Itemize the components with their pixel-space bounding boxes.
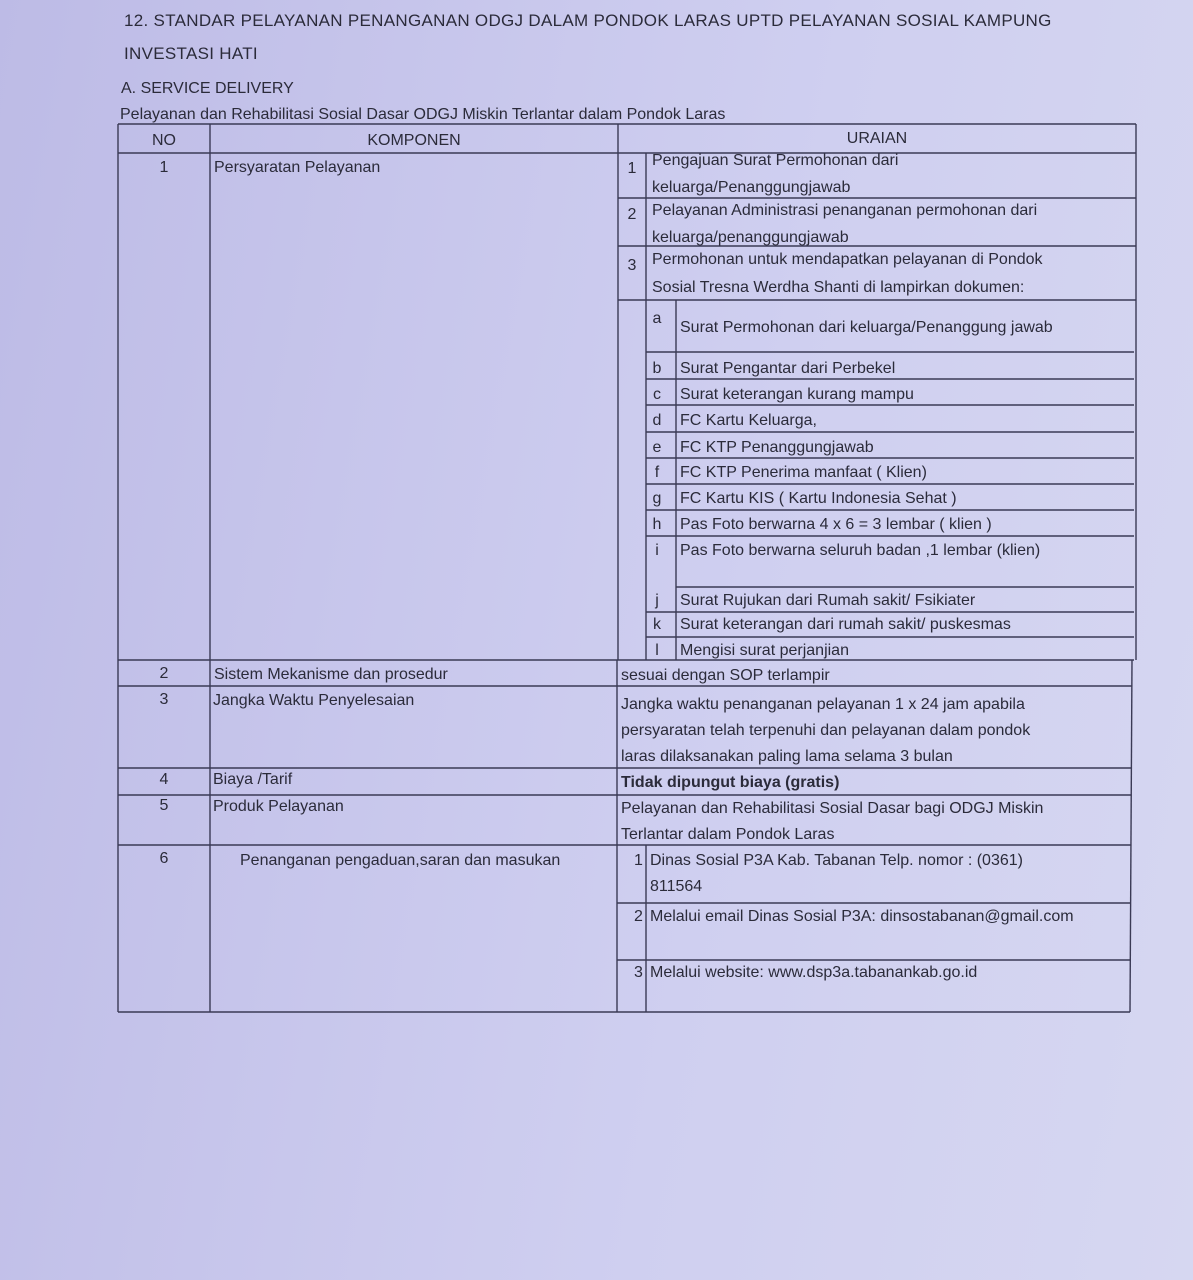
row-component: Biaya /Tarif: [213, 771, 293, 788]
item-number: 2: [627, 206, 637, 223]
doc-text: FC Kartu KIS ( Kartu Indonesia Sehat ): [680, 490, 957, 507]
doc-text: Surat keterangan dari rumah sakit/ puskesmas: [680, 616, 1011, 633]
row-component: Sistem Mekanisme dan prosedur: [214, 666, 448, 683]
doc-letter: d: [652, 412, 662, 429]
table-caption: Pelayanan dan Rehabilitasi Sosial Dasar ODGJ Miskin Terlantar dalam Pondok Laras: [120, 106, 726, 123]
row-number: 2: [159, 665, 169, 682]
row-number: 5: [159, 797, 169, 814]
item-text: keluarga/Penanggungjawab: [652, 179, 851, 196]
row-description: Pelayanan dan Rehabilitasi Sosial Dasar bagi ODGJ Miskin: [621, 800, 1044, 817]
item-number: 1: [627, 160, 637, 177]
row-number: 6: [159, 850, 169, 867]
item-number: 3: [634, 964, 643, 981]
document-title-line2: INVESTASI HATI: [124, 44, 258, 63]
row-description: sesuai dengan SOP terlampir: [621, 667, 830, 684]
document-title-line1: 12. STANDAR PELAYANAN PENANGANAN ODGJ DALAM PONDOK LARAS UPTD PELAYANAN SOSIAL KAMPUNG: [124, 11, 1052, 30]
item-text: Dinas Sosial P3A Kab. Tabanan Telp. nomor : (0361): [650, 852, 1023, 869]
item-number: 2: [634, 908, 643, 925]
doc-text: Mengisi surat perjanjian: [680, 642, 849, 659]
doc-text: FC Kartu Keluarga,: [680, 412, 817, 429]
row-number: 1: [159, 159, 169, 176]
header-uraian: URAIAN: [846, 130, 908, 147]
doc-letter: a: [652, 310, 662, 327]
doc-text: Surat Pengantar dari Perbekel: [680, 360, 896, 377]
item-number: 3: [627, 257, 637, 274]
doc-letter: c: [653, 386, 661, 403]
item-text: 811564: [650, 878, 703, 895]
doc-letter: b: [652, 360, 662, 377]
doc-letter: j: [655, 592, 659, 609]
item-number: 1: [634, 852, 643, 869]
doc-text: FC KTP Penanggungjawab: [680, 439, 874, 456]
doc-letter: k: [653, 616, 661, 633]
item-text: Pengajuan Surat Permohonan dari: [652, 152, 899, 169]
row-description: Jangka waktu penanganan pelayanan 1 x 24 jam apabila: [621, 696, 1025, 713]
doc-letter: l: [655, 642, 659, 659]
row-description: persyaratan telah terpenuhi dan pelayanan dalam pondok: [621, 722, 1031, 739]
doc-letter: h: [652, 516, 662, 533]
header-komponen: KOMPONEN: [367, 132, 461, 149]
doc-text: FC KTP Penerima manfaat ( Klien): [680, 464, 927, 481]
row-number: 3: [159, 691, 169, 708]
row-component: Jangka Waktu Penyelesaian: [213, 692, 415, 709]
doc-letter: e: [652, 439, 662, 456]
doc-text: Surat keterangan kurang mampu: [680, 386, 914, 403]
item-text: Melalui website: www.dsp3a.tabanankab.go.id: [650, 964, 978, 981]
item-text: keluarga/penanggungjawab: [652, 229, 849, 246]
row-description: Terlantar dalam Pondok Laras: [621, 826, 835, 843]
doc-text: Surat Permohonan dari keluarga/Penanggung jawab: [680, 319, 1053, 336]
item-text: Sosial Tresna Werdha Shanti di lampirkan dokumen:: [652, 279, 1025, 296]
doc-text: Pas Foto berwarna seluruh badan ,1 lembar (klien): [680, 542, 1041, 559]
row-number: 4: [159, 771, 169, 788]
item-text: Pelayanan Administrasi penanganan permohonan dari: [652, 202, 1038, 219]
doc-letter: i: [655, 542, 659, 559]
doc-letter: f: [654, 464, 660, 481]
section-heading: A. SERVICE DELIVERY: [121, 80, 294, 97]
header-no: NO: [152, 132, 176, 149]
item-text: Melalui email Dinas Sosial P3A: dinsostabanan@gmail.com: [650, 908, 1074, 925]
row-component: Penanganan pengaduan,saran dan masukan: [240, 852, 561, 869]
row-description: Tidak dipungut biaya (gratis): [621, 774, 840, 791]
doc-text: Pas Foto berwarna 4 x 6 = 3 lembar ( klien ): [680, 516, 992, 533]
row-description: laras dilaksanakan paling lama selama 3 bulan: [621, 748, 953, 765]
doc-text: Surat Rujukan dari Rumah sakit/ Fsikiater: [680, 592, 976, 609]
item-text: Permohonan untuk mendapatkan pelayanan di Pondok: [652, 251, 1043, 268]
doc-letter: g: [652, 490, 662, 507]
row-component: Persyaratan Pelayanan: [214, 159, 381, 176]
row-component: Produk Pelayanan: [213, 798, 344, 815]
